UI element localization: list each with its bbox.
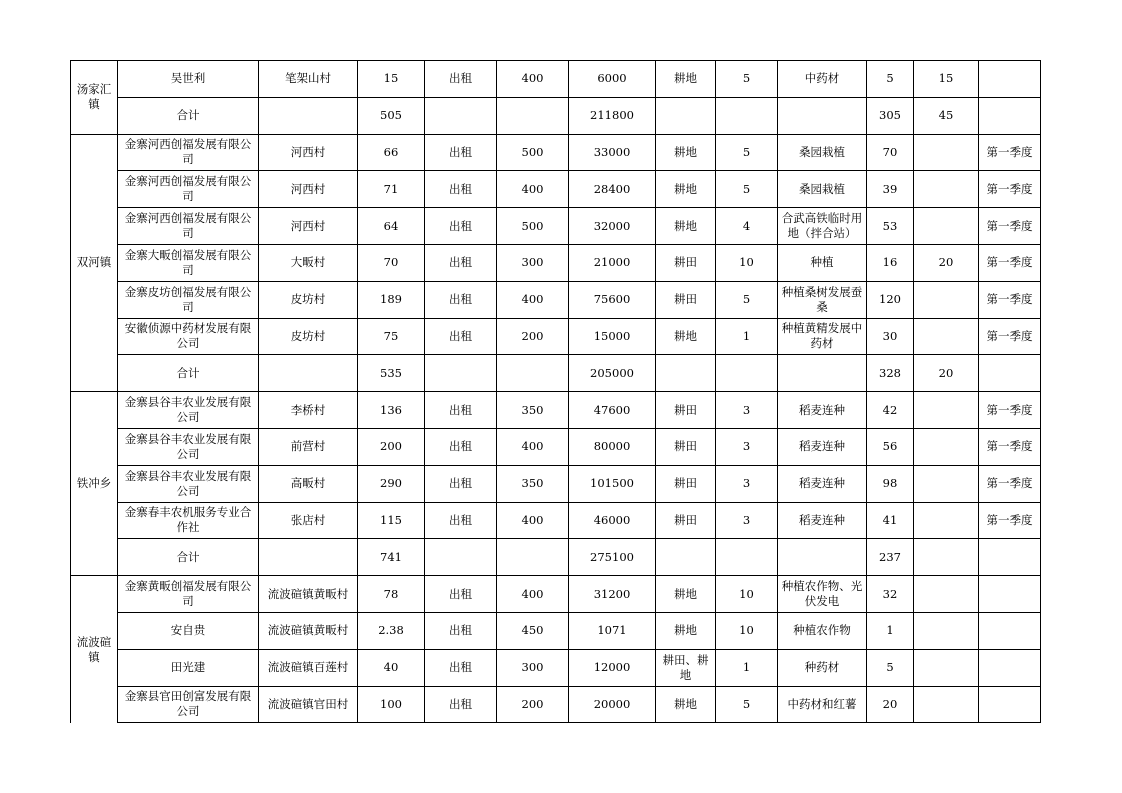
table-row: [71, 392, 1041, 429]
land-type-cell: 耕地: [656, 576, 716, 613]
land-type-cell: 耕田、耕地: [656, 649, 716, 686]
village-cell: 河西村: [259, 171, 358, 208]
use-cell: 中药材: [778, 61, 867, 98]
price-cell: 200: [497, 686, 569, 723]
area-cell: 15: [358, 61, 425, 98]
income-cell: [914, 649, 979, 686]
amount-cell: 211800: [569, 97, 656, 134]
mode-cell: 出租: [425, 134, 497, 171]
land-type-cell: 耕地: [656, 208, 716, 245]
table-row: [71, 171, 1041, 208]
town-cell: 流波碹镇: [71, 576, 118, 723]
income-cell: [914, 686, 979, 723]
table-row: [71, 649, 1041, 686]
mode-cell: 出租: [425, 61, 497, 98]
area-cell: 71: [358, 171, 425, 208]
use-cell: 种植黄精发展中药材: [778, 318, 867, 355]
village-cell: [259, 539, 358, 576]
jobs-cell: 56: [867, 428, 914, 465]
use-cell: 稻麦连种: [778, 502, 867, 539]
income-cell: 20: [914, 355, 979, 392]
table-row: [71, 576, 1041, 613]
note-cell: 第一季度: [979, 171, 1041, 208]
table-row: [71, 318, 1041, 355]
land-type-cell: [656, 539, 716, 576]
amount-cell: 205000: [569, 355, 656, 392]
amount-cell: 31200: [569, 576, 656, 613]
use-cell: 种植: [778, 244, 867, 281]
entity-cell: 金寨河西创福发展有限公司: [118, 208, 259, 245]
jobs-cell: 70: [867, 134, 914, 171]
years-cell: 3: [716, 465, 778, 502]
table-row: [71, 208, 1041, 245]
land-type-cell: 耕田: [656, 392, 716, 429]
village-cell: 张店村: [259, 502, 358, 539]
years-cell: 10: [716, 244, 778, 281]
amount-cell: 15000: [569, 318, 656, 355]
area-cell: 115: [358, 502, 425, 539]
table-row: [71, 428, 1041, 465]
price-cell: 500: [497, 134, 569, 171]
income-cell: [914, 465, 979, 502]
entity-cell: 金寨皮坊创福发展有限公司: [118, 281, 259, 318]
years-cell: 10: [716, 576, 778, 613]
use-cell: [778, 539, 867, 576]
price-cell: 300: [497, 649, 569, 686]
mode-cell: 出租: [425, 649, 497, 686]
land-type-cell: 耕地: [656, 61, 716, 98]
village-cell: 河西村: [259, 208, 358, 245]
amount-cell: 46000: [569, 502, 656, 539]
jobs-cell: 98: [867, 465, 914, 502]
amount-cell: 20000: [569, 686, 656, 723]
jobs-cell: 30: [867, 318, 914, 355]
entity-cell: 金寨县谷丰农业发展有限公司: [118, 465, 259, 502]
amount-cell: 21000: [569, 244, 656, 281]
land-type-cell: 耕地: [656, 318, 716, 355]
note-cell: 第一季度: [979, 281, 1041, 318]
price-cell: 400: [497, 576, 569, 613]
use-cell: 稻麦连种: [778, 428, 867, 465]
town-cell: 双河镇: [71, 134, 118, 392]
jobs-cell: 5: [867, 649, 914, 686]
jobs-cell: 1: [867, 612, 914, 649]
years-cell: 1: [716, 318, 778, 355]
village-cell: 皮坊村: [259, 281, 358, 318]
entity-cell: 金寨黄畈创福发展有限公司: [118, 576, 259, 613]
village-cell: 李桥村: [259, 392, 358, 429]
area-cell: 741: [358, 539, 425, 576]
income-cell: [914, 171, 979, 208]
village-cell: 流波碹镇黄畈村: [259, 576, 358, 613]
village-cell: [259, 97, 358, 134]
area-cell: 189: [358, 281, 425, 318]
price-cell: 400: [497, 428, 569, 465]
years-cell: 5: [716, 171, 778, 208]
village-cell: 高畈村: [259, 465, 358, 502]
land-type-cell: [656, 355, 716, 392]
note-cell: [979, 97, 1041, 134]
note-cell: 第一季度: [979, 134, 1041, 171]
mode-cell: 出租: [425, 318, 497, 355]
village-cell: 流波碹镇百莲村: [259, 649, 358, 686]
use-cell: 桑园栽植: [778, 134, 867, 171]
land-type-cell: 耕地: [656, 612, 716, 649]
years-cell: 10: [716, 612, 778, 649]
amount-cell: 80000: [569, 428, 656, 465]
jobs-cell: 16: [867, 244, 914, 281]
note-cell: 第一季度: [979, 208, 1041, 245]
village-cell: [259, 355, 358, 392]
price-cell: 200: [497, 318, 569, 355]
table-body: [71, 61, 1041, 723]
note-cell: [979, 576, 1041, 613]
land-type-cell: 耕田: [656, 428, 716, 465]
use-cell: 桑园栽植: [778, 171, 867, 208]
village-cell: 皮坊村: [259, 318, 358, 355]
area-cell: 70: [358, 244, 425, 281]
use-cell: 稻麦连种: [778, 465, 867, 502]
years-cell: 3: [716, 502, 778, 539]
price-cell: 400: [497, 281, 569, 318]
income-cell: [914, 539, 979, 576]
use-cell: [778, 97, 867, 134]
jobs-cell: 32: [867, 576, 914, 613]
mode-cell: 出租: [425, 208, 497, 245]
entity-cell: 吴世利: [118, 61, 259, 98]
table-row: [71, 612, 1041, 649]
entity-cell: 合计: [118, 97, 259, 134]
jobs-cell: 237: [867, 539, 914, 576]
price-cell: 400: [497, 61, 569, 98]
years-cell: 3: [716, 428, 778, 465]
mode-cell: 出租: [425, 244, 497, 281]
amount-cell: 275100: [569, 539, 656, 576]
mode-cell: 出租: [425, 465, 497, 502]
land-type-cell: 耕田: [656, 281, 716, 318]
income-cell: 15: [914, 61, 979, 98]
note-cell: [979, 649, 1041, 686]
price-cell: [497, 355, 569, 392]
mode-cell: 出租: [425, 576, 497, 613]
amount-cell: 28400: [569, 171, 656, 208]
subtotal-row: [71, 539, 1041, 576]
jobs-cell: 41: [867, 502, 914, 539]
use-cell: 中药材和红薯: [778, 686, 867, 723]
jobs-cell: 53: [867, 208, 914, 245]
area-cell: 75: [358, 318, 425, 355]
income-cell: 20: [914, 244, 979, 281]
land-type-cell: 耕田: [656, 502, 716, 539]
land-type-cell: [656, 97, 716, 134]
area-cell: 290: [358, 465, 425, 502]
use-cell: 种植农作物、光伏发电: [778, 576, 867, 613]
note-cell: 第一季度: [979, 244, 1041, 281]
years-cell: [716, 539, 778, 576]
mode-cell: 出租: [425, 281, 497, 318]
jobs-cell: 305: [867, 97, 914, 134]
village-cell: 前营村: [259, 428, 358, 465]
note-cell: [979, 612, 1041, 649]
area-cell: 200: [358, 428, 425, 465]
mode-cell: [425, 97, 497, 134]
mode-cell: 出租: [425, 502, 497, 539]
entity-cell: 合计: [118, 355, 259, 392]
entity-cell: 金寨县官田创富发展有限公司: [118, 686, 259, 723]
subtotal-row: [71, 97, 1041, 134]
use-cell: 种药材: [778, 649, 867, 686]
use-cell: 种植农作物: [778, 612, 867, 649]
years-cell: [716, 355, 778, 392]
price-cell: [497, 97, 569, 134]
area-cell: 100: [358, 686, 425, 723]
jobs-cell: 42: [867, 392, 914, 429]
village-cell: 大畈村: [259, 244, 358, 281]
table-row: [71, 281, 1041, 318]
years-cell: 4: [716, 208, 778, 245]
land-type-cell: 耕地: [656, 171, 716, 208]
income-cell: [914, 576, 979, 613]
amount-cell: 75600: [569, 281, 656, 318]
entity-cell: 金寨县谷丰农业发展有限公司: [118, 392, 259, 429]
village-cell: 河西村: [259, 134, 358, 171]
entity-cell: 安徽侦源中药材发展有限公司: [118, 318, 259, 355]
area-cell: 535: [358, 355, 425, 392]
years-cell: 5: [716, 686, 778, 723]
income-cell: [914, 281, 979, 318]
mode-cell: 出租: [425, 428, 497, 465]
amount-cell: 33000: [569, 134, 656, 171]
mode-cell: 出租: [425, 686, 497, 723]
income-cell: [914, 134, 979, 171]
price-cell: 500: [497, 208, 569, 245]
area-cell: 136: [358, 392, 425, 429]
area-cell: 505: [358, 97, 425, 134]
income-cell: [914, 612, 979, 649]
note-cell: [979, 686, 1041, 723]
price-cell: 350: [497, 392, 569, 429]
area-cell: 64: [358, 208, 425, 245]
mode-cell: 出租: [425, 392, 497, 429]
area-cell: 2.38: [358, 612, 425, 649]
jobs-cell: 20: [867, 686, 914, 723]
area-cell: 78: [358, 576, 425, 613]
jobs-cell: 328: [867, 355, 914, 392]
use-cell: 种植桑树发展蚕桑: [778, 281, 867, 318]
jobs-cell: 120: [867, 281, 914, 318]
land-type-cell: 耕田: [656, 244, 716, 281]
years-cell: [716, 97, 778, 134]
years-cell: 1: [716, 649, 778, 686]
village-cell: 流波碹镇官田村: [259, 686, 358, 723]
table-row: [71, 61, 1041, 98]
mode-cell: [425, 539, 497, 576]
entity-cell: 金寨春丰农机服务专业合作社: [118, 502, 259, 539]
town-cell: 汤家汇镇: [71, 61, 118, 135]
table-row: [71, 502, 1041, 539]
note-cell: 第一季度: [979, 392, 1041, 429]
price-cell: 450: [497, 612, 569, 649]
jobs-cell: 39: [867, 171, 914, 208]
area-cell: 40: [358, 649, 425, 686]
subtotal-row: [71, 355, 1041, 392]
table-row: [71, 244, 1041, 281]
note-cell: 第一季度: [979, 428, 1041, 465]
entity-cell: 金寨河西创福发展有限公司: [118, 171, 259, 208]
entity-cell: 安自贵: [118, 612, 259, 649]
land-type-cell: 耕地: [656, 686, 716, 723]
entity-cell: 合计: [118, 539, 259, 576]
entity-cell: 田光建: [118, 649, 259, 686]
use-cell: 合武高铁临时用地（拌合站）: [778, 208, 867, 245]
use-cell: 稻麦连种: [778, 392, 867, 429]
land-type-cell: 耕地: [656, 134, 716, 171]
note-cell: [979, 539, 1041, 576]
years-cell: 5: [716, 281, 778, 318]
area-cell: 66: [358, 134, 425, 171]
income-cell: [914, 502, 979, 539]
village-cell: 流波碹镇黄畈村: [259, 612, 358, 649]
income-cell: [914, 208, 979, 245]
jobs-cell: 5: [867, 61, 914, 98]
years-cell: 5: [716, 134, 778, 171]
use-cell: [778, 355, 867, 392]
note-cell: 第一季度: [979, 465, 1041, 502]
village-cell: 笔架山村: [259, 61, 358, 98]
price-cell: 300: [497, 244, 569, 281]
amount-cell: 6000: [569, 61, 656, 98]
amount-cell: 32000: [569, 208, 656, 245]
table-row: [71, 686, 1041, 723]
land-type-cell: 耕田: [656, 465, 716, 502]
note-cell: 第一季度: [979, 318, 1041, 355]
years-cell: 5: [716, 61, 778, 98]
table-row: [71, 465, 1041, 502]
income-cell: [914, 318, 979, 355]
mode-cell: 出租: [425, 612, 497, 649]
price-cell: 400: [497, 171, 569, 208]
price-cell: 400: [497, 502, 569, 539]
amount-cell: 12000: [569, 649, 656, 686]
years-cell: 3: [716, 392, 778, 429]
amount-cell: 1071: [569, 612, 656, 649]
note-cell: 第一季度: [979, 502, 1041, 539]
price-cell: [497, 539, 569, 576]
entity-cell: 金寨县谷丰农业发展有限公司: [118, 428, 259, 465]
note-cell: [979, 355, 1041, 392]
entity-cell: 金寨河西创福发展有限公司: [118, 134, 259, 171]
entity-cell: 金寨大畈创福发展有限公司: [118, 244, 259, 281]
land-transfer-table: [70, 60, 1041, 723]
amount-cell: 101500: [569, 465, 656, 502]
income-cell: 45: [914, 97, 979, 134]
town-cell: 铁冲乡: [71, 392, 118, 576]
note-cell: [979, 61, 1041, 98]
amount-cell: 47600: [569, 392, 656, 429]
price-cell: 350: [497, 465, 569, 502]
income-cell: [914, 392, 979, 429]
mode-cell: [425, 355, 497, 392]
mode-cell: 出租: [425, 171, 497, 208]
table-row: [71, 134, 1041, 171]
income-cell: [914, 428, 979, 465]
